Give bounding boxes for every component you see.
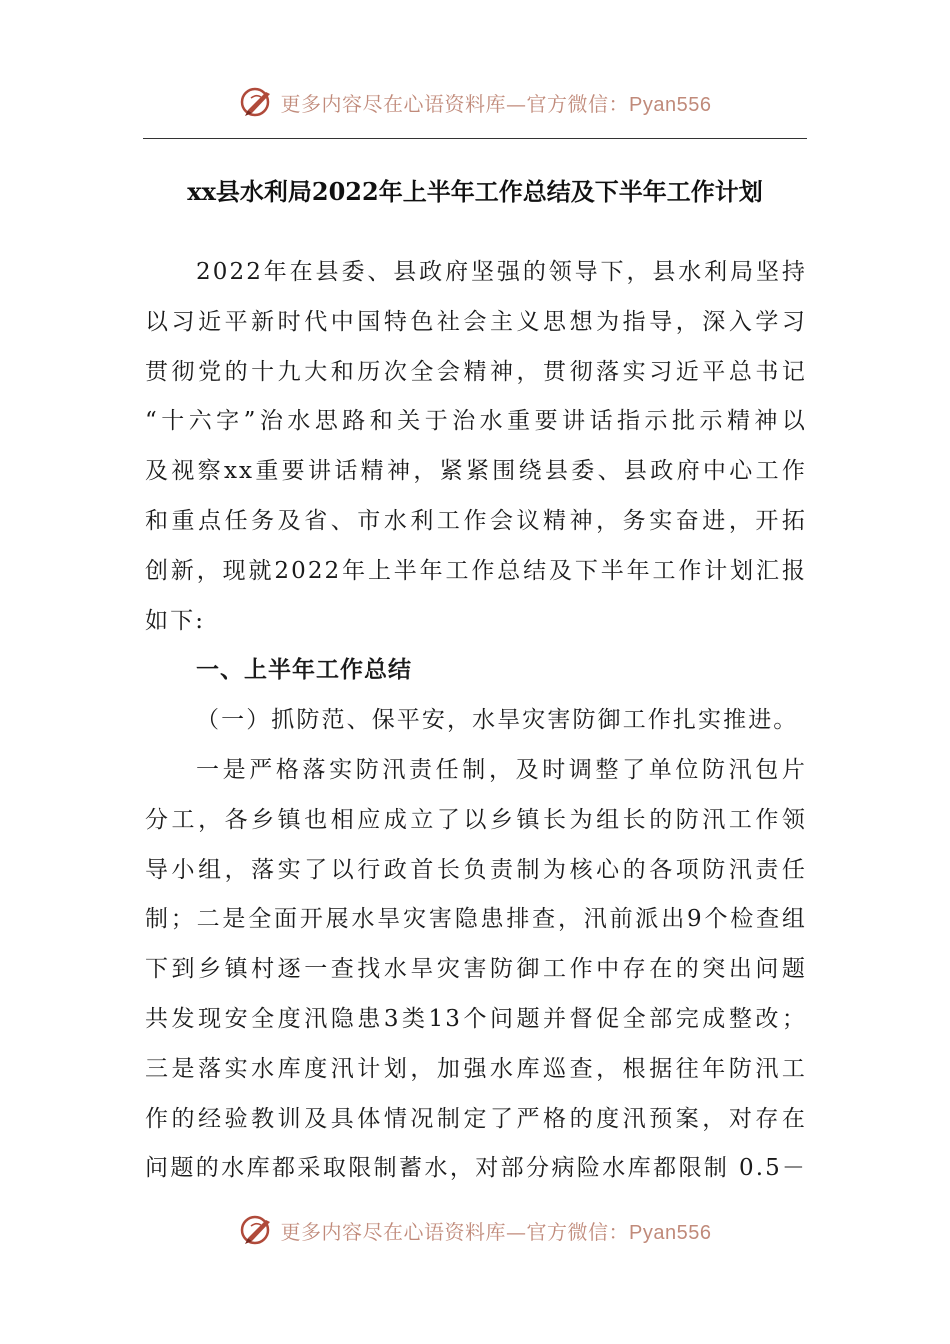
paragraph-line: 导小组，落实了以行政首长负责制为核心的各项防汛责任: [145, 856, 807, 883]
paragraph-line: 问题的水库都采取限制蓄水，对部分病险水库都限制 0.5－: [145, 1155, 807, 1182]
pen-logo-icon: [239, 84, 275, 120]
paragraph-line: 贯彻党的十九大和历次全会精神，贯彻落实习近平总书记: [145, 358, 807, 385]
banner-text: 更多内容尽在心语资料库—官方微信：Pyan556: [280, 91, 712, 116]
paragraph-line: 三是落实水库度汛计划，加强水库巡查，根据往年防汛工: [145, 1055, 807, 1082]
paragraph-line: 制；二是全面开展水旱灾害隐患排查，汛前派出9个检查组: [145, 906, 807, 933]
paragraph-line: 一是严格落实防汛责任制，及时调整了单位防汛包片: [196, 756, 807, 783]
subsection-heading: （一）抓防范、保平安，水旱灾害防御工作扎实推进。: [196, 707, 799, 734]
paragraph-line: 及视察xx重要讲话精神，紧紧围绕县委、县政府中心工作: [145, 458, 807, 485]
paragraph-line: 分工，各乡镇也相应成立了以乡镇长为组长的防汛工作领: [145, 806, 807, 833]
paragraph-line: 作的经验教训及具体情况制定了严格的度汛预案，对存在: [145, 1105, 807, 1132]
paragraph-line: 创新，现就2022年上半年工作总结及下半年工作计划汇报: [145, 557, 807, 584]
paragraph-line: 如下:: [145, 607, 206, 634]
paragraph-line: 下到乡镇村逐一查找水旱灾害防御工作中存在的突出问题: [145, 956, 807, 983]
header-divider: [143, 138, 807, 139]
paragraph-line: 以习近平新时代中国特色社会主义思想为指导，深入学习: [145, 308, 807, 335]
header-banner: [0, 80, 950, 124]
paragraph-line: 和重点任务及省、市水利工作会议精神，务实奋进，开拓: [145, 507, 807, 534]
section-heading: 一、上半年工作总结: [196, 657, 412, 684]
banner-text: 更多内容尽在心语资料库—官方微信：Pyan556: [280, 1219, 712, 1244]
paragraph-line: 共发现安全度汛隐患3类13个问题并督促全部完成整改；: [145, 1005, 807, 1032]
paragraph-line: “十六字”治水思路和关于治水重要讲话指示批示精神以: [145, 408, 807, 435]
footer-banner: [0, 1208, 950, 1252]
wechat-id: Pyan556: [629, 1221, 712, 1244]
page-title: xx县水利局2022年上半年工作总结及下半年工作计划: [187, 177, 763, 206]
wechat-id: Pyan556: [629, 93, 712, 116]
document-body: [145, 248, 807, 1194]
paragraph-line: 2022年在县委、县政府坚强的领导下，县水利局坚持: [196, 259, 807, 285]
pen-logo-icon: [239, 1212, 275, 1248]
